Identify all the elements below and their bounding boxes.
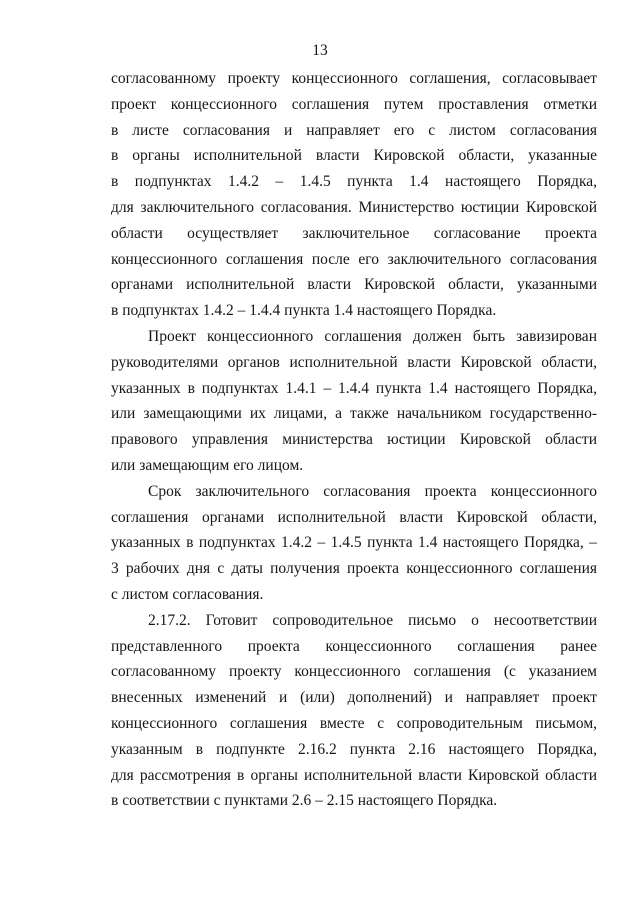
text-line: органами исполнительной власти Кировской области, указанными <box>111 276 597 294</box>
text-line: в соответствии с пунктами 2.6 – 2.15 настоящего Порядка. <box>111 792 498 810</box>
text-line: согласованному проекту концессионного соглашения, согласовывает <box>111 70 597 87</box>
text-line: в листе согласования и направляет его с листом согласования <box>111 121 597 139</box>
text-line: для заключительного согласования. Министерство юстиции Кировской <box>111 198 597 216</box>
text-line: в органы исполнительной власти Кировской области, указанные <box>111 147 597 165</box>
text-line: концессионного соглашения вместе с сопроводительным письмом, <box>111 714 597 732</box>
text-line: 3 рабочих дня с даты получения проекта концессионного соглашения <box>111 560 597 578</box>
text-line: согласованному проекту концессионного соглашения (с указанием <box>111 663 597 681</box>
text-line: концессионного соглашения после его заключительного согласования <box>111 250 597 268</box>
document-body <box>111 66 597 814</box>
paragraph <box>111 608 597 814</box>
text-line: соглашения органами исполнительной власти Кировской области, <box>111 508 597 526</box>
text-line: руководителями органов исполнительной власти Кировской области, <box>111 353 597 371</box>
text-line: или замещающими их лицами, а также начальником государственно- <box>111 405 597 423</box>
paragraph <box>111 324 597 479</box>
text-line: с листом согласования. <box>111 585 264 603</box>
text-line: представленного проекта концессионного соглашения ранее <box>111 637 597 655</box>
text-line: указанных в подпунктах 1.4.2 – 1.4.5 пункта 1.4 настоящего Порядка, – <box>111 534 597 552</box>
text-line: внесенных изменений и (или) дополнений) и направляет проект <box>111 689 597 707</box>
text-line: указанных в подпунктах 1.4.1 – 1.4.4 пункта 1.4 настоящего Порядка, <box>111 379 597 397</box>
text-line: или замещающим его лицом. <box>111 456 304 474</box>
text-line: Проект концессионного соглашения должен быть завизирован <box>148 327 597 345</box>
text-line: в подпунктах 1.4.2 – 1.4.5 пункта 1.4 настоящего Порядка, <box>111 173 597 191</box>
paragraph <box>111 479 597 608</box>
text-line: Срок заключительного согласования проекта концессионного <box>148 482 597 500</box>
text-line: для рассмотрения в органы исполнительной власти Кировской области <box>111 766 597 784</box>
text-line: проект концессионного соглашения путем проставления отметки <box>111 95 597 113</box>
text-line: области осуществляет заключительное согласование проекта <box>111 224 597 242</box>
paragraph <box>111 66 597 324</box>
text-line: в подпунктах 1.4.2 – 1.4.4 пункта 1.4 настоящего Порядка. <box>111 302 497 320</box>
text-line: 2.17.2. Готовит сопроводительное письмо о несоответствии <box>148 611 597 629</box>
text-line: указанным в подпункте 2.16.2 пункта 2.16 настоящего Порядка, <box>111 740 597 758</box>
page-number: 13 <box>312 42 328 59</box>
text-line: правового управления министерства юстиции Кировской области <box>111 431 597 449</box>
